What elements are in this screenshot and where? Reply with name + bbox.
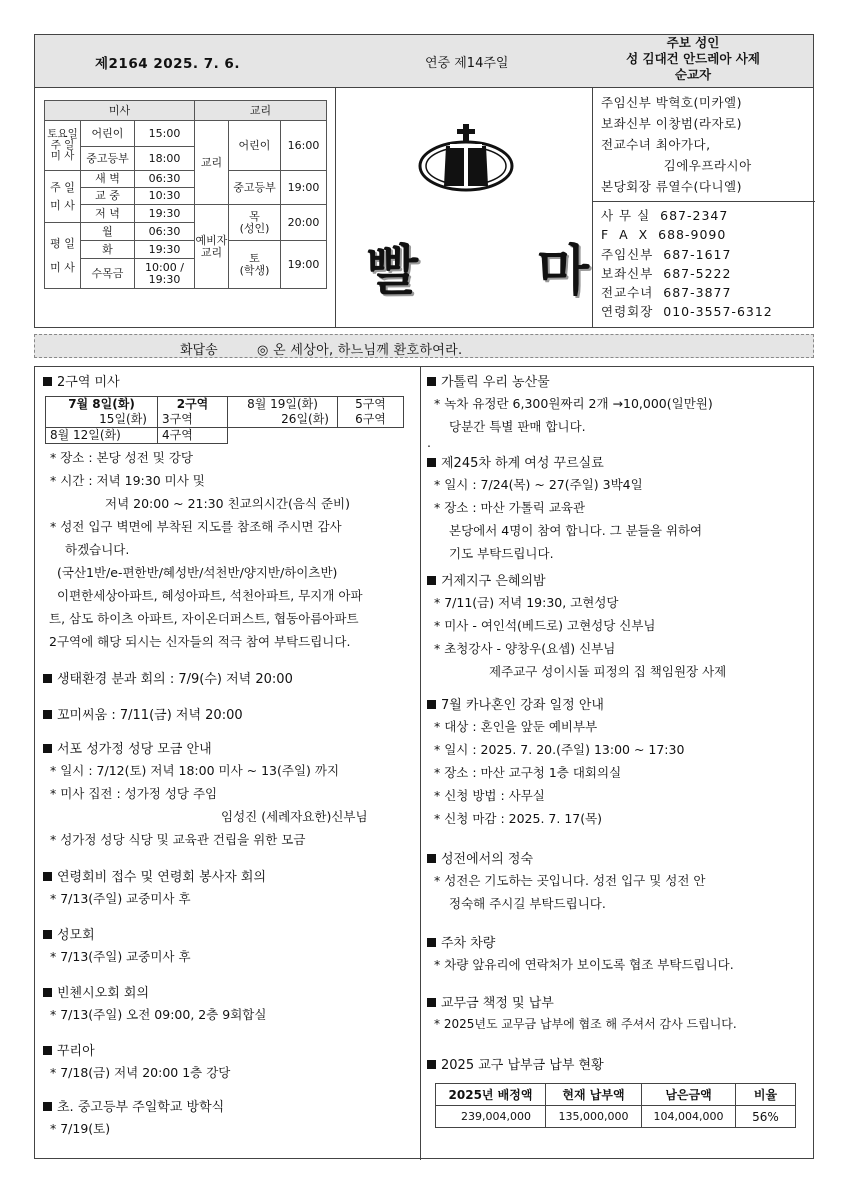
cursillo-line: * 장소 : 마산 가톨릭 교육관 xyxy=(434,500,586,515)
seopo-section xyxy=(43,741,417,851)
bullet-square-icon xyxy=(427,700,436,709)
cana-line: * 대상 : 혼인을 앞둔 예비부부 xyxy=(434,719,598,734)
zone-date: 7월 8일(화) xyxy=(46,397,158,413)
monday-mass: 월 xyxy=(81,223,135,241)
cursillo-section xyxy=(427,455,811,565)
section-title: 2025 교구 납부금 납부 현황 xyxy=(427,1057,811,1075)
fund-status-table xyxy=(435,1083,796,1128)
youth-mass-time: 18:00 xyxy=(135,147,195,171)
section-title: 꾸리아 xyxy=(43,1043,417,1061)
zone-number: 2구역 xyxy=(158,397,228,413)
masthead-area xyxy=(335,88,640,328)
section-title: 생태환경 분과 회의 : 7/9(수) 저녁 20:00 xyxy=(43,671,417,689)
staff-list xyxy=(601,92,811,197)
fund-section xyxy=(427,1057,811,1128)
bullet-square-icon xyxy=(43,1102,52,1111)
zone-number: 3구역 xyxy=(158,412,228,428)
section-title: 제245차 하계 여성 꾸르실료 xyxy=(427,455,811,473)
issue-number-date: 제2164 2025. 7. 6. xyxy=(95,56,240,72)
fund-header: 비율 xyxy=(736,1084,796,1106)
seopo-line: * 미사 집전 : 성가정 성당 주임 xyxy=(50,786,218,801)
mass-schedule-table xyxy=(44,100,327,289)
cat-youth-time: 19:00 xyxy=(281,171,327,205)
liturgical-sunday: 연중 제14주일 xyxy=(425,56,509,71)
section-title: 꼬미씨움 : 7/11(금) 저녁 20:00 xyxy=(43,707,417,725)
school-section xyxy=(43,1099,417,1140)
patron-saint xyxy=(593,35,793,83)
bullet-square-icon xyxy=(43,674,52,683)
saint-title: 순교자 xyxy=(674,67,712,82)
zone-line: * 장소 : 본당 성전 및 강당 xyxy=(50,450,193,465)
bullet-square-icon xyxy=(43,377,52,386)
responsorial-psalm-bar xyxy=(34,334,814,358)
cat-thursday: 목 (성인) xyxy=(229,205,281,241)
contact-line: F A X 688-9090 xyxy=(601,227,727,243)
seopo-line: * 일시 : 7/12(토) 저녁 18:00 미사 ~ 13(주일) 까지 xyxy=(50,763,340,778)
cat-children-time: 16:00 xyxy=(281,121,327,171)
contact-list xyxy=(593,201,815,322)
evening-mass: 저 녁 xyxy=(81,205,135,223)
psalm-label: 화답송 xyxy=(180,343,218,358)
parish-info-block xyxy=(34,88,814,328)
saint-label: 주보 성인 xyxy=(666,35,720,50)
section-title: 성모회 xyxy=(43,927,417,945)
wed-fri-mass-time: 10:00 / 19:30 xyxy=(135,259,195,289)
eco-section xyxy=(43,671,417,689)
psalm-text: ◎ 온 세상아, 하느님께 환호하여라. xyxy=(257,343,463,358)
geoje-line: * 7/11(금) 저녁 19:30, 고현성당 xyxy=(434,595,619,610)
funeral-society-line: * 7/13(주일) 교중미사 후 xyxy=(50,891,191,906)
zone-date: 26일(화) xyxy=(228,412,338,428)
church-logo-icon xyxy=(416,122,516,194)
section-title: 서포 성가정 성당 모금 안내 xyxy=(43,741,417,759)
zone-line: * 시간 : 저녁 19:30 미사 및 xyxy=(50,473,205,488)
zone-line: * 성전 입구 벽면에 부착된 지도를 참조해 주시면 감사 xyxy=(50,519,342,534)
silence-line: 정숙해 주시길 부탁드립니다. xyxy=(449,896,606,911)
mothers-section xyxy=(43,927,417,968)
contact-line: 연령회장 010-3557-6312 xyxy=(601,304,773,320)
mass-header: 미사 xyxy=(45,101,195,121)
zone-line: 이편한세상아파트, 혜성아파트, 석천아파트, 무지개 아파 xyxy=(57,588,363,603)
bullet-square-icon xyxy=(43,988,52,997)
sunday-mass-label: 주 일 미 사 xyxy=(45,171,81,223)
zone-line: 하겠습니다. xyxy=(65,542,130,557)
bullet-square-icon xyxy=(43,1046,52,1055)
zone-line: (국산1반/e-편한반/혜성반/석천반/양지반/하이츠반) xyxy=(57,565,338,580)
cursillo-line: 기도 부탁드립니다. xyxy=(449,546,554,561)
curia-section xyxy=(43,1043,417,1084)
column-divider xyxy=(420,367,421,1160)
zone-mass-section xyxy=(43,374,417,653)
tuesday-mass: 화 xyxy=(81,241,135,259)
youth-mass: 중고등부 xyxy=(81,147,135,171)
bullet-square-icon xyxy=(427,1060,436,1069)
silence-line: * 성전은 기도하는 곳입니다. 성전 입구 및 성전 안 xyxy=(434,873,706,888)
vincent-section xyxy=(43,985,417,1026)
bulletin-masthead: 빨 마 xyxy=(366,238,640,302)
geoje-line: * 미사 - 여인석(베드로) 고현성당 신부님 xyxy=(434,618,656,633)
contact-line: 주임신부 687-1617 xyxy=(601,246,732,262)
bullet-square-icon xyxy=(427,938,436,947)
bullet-square-icon xyxy=(427,458,436,467)
zone-mass-table xyxy=(45,396,404,444)
staff-line: 주임신부 박혁호(미카엘) xyxy=(601,95,742,110)
children-mass: 어린이 xyxy=(81,121,135,147)
farm-line: * 녹차 유정란 6,300원짜리 2개 →10,000(일만원) xyxy=(434,396,713,411)
zone-number: 5구역 xyxy=(338,397,404,413)
cat-youth: 중고등부 xyxy=(229,171,281,205)
geoje-line: * 초청강사 - 양창우(요셉) 신부님 xyxy=(434,641,616,656)
geoje-section xyxy=(427,573,811,683)
farm-line: 당분간 특별 판매 합니다. xyxy=(449,419,586,434)
parking-section xyxy=(427,935,811,976)
zone-number: 6구역 xyxy=(338,412,404,428)
zone-date: 8월 12일(화) xyxy=(46,428,158,444)
comitium-section xyxy=(43,707,417,725)
bullet-square-icon xyxy=(427,377,436,386)
section-title: 연령회비 접수 및 연령회 봉사자 회의 xyxy=(43,869,417,887)
staff-line: 전교수녀 최아가다, xyxy=(601,137,711,152)
section-title: 거제지구 은혜의밤 xyxy=(427,573,811,591)
fund-value: 56% xyxy=(736,1106,796,1128)
evening-mass-time: 19:30 xyxy=(135,205,195,223)
section-title: 초. 중고등부 주일학교 방학식 xyxy=(43,1099,417,1117)
catechism-header: 교리 xyxy=(195,101,327,121)
dawn-mass: 새 벽 xyxy=(81,171,135,188)
school-line: * 7/19(토) xyxy=(50,1121,111,1136)
contact-line: 전교수녀 687-3877 xyxy=(601,285,732,301)
bullet-square-icon xyxy=(427,998,436,1007)
announcements-body xyxy=(34,366,814,1159)
staff-line: 보좌신부 이창범(라자로) xyxy=(601,116,742,131)
cana-line: * 장소 : 마산 교구청 1층 대회의실 xyxy=(434,765,622,780)
cana-line: * 일시 : 2025. 7. 20.(주일) 13:00 ~ 17:30 xyxy=(434,742,685,757)
cat-saturday: 토 (학생) xyxy=(229,241,281,289)
fund-value: 239,004,000 xyxy=(436,1106,546,1128)
fund-value: 104,004,000 xyxy=(642,1106,736,1128)
tuesday-mass-time: 19:30 xyxy=(135,241,195,259)
cat-saturday-time: 19:00 xyxy=(281,241,327,289)
staff-line: 본당회장 류열수(다니엘) xyxy=(601,179,742,194)
dues-section xyxy=(427,995,811,1036)
monday-mass-time: 06:30 xyxy=(135,223,195,241)
section-title: 성전에서의 정숙 xyxy=(427,851,811,869)
funeral-society-section xyxy=(43,869,417,910)
catechism-label: 교리 xyxy=(195,121,229,205)
zone-line: 저녁 20:00 ~ 21:30 친교의시간(음식 준비) xyxy=(105,496,350,511)
section-title: 빈첸시오회 회의 xyxy=(43,985,417,1003)
parking-line: * 차량 앞유리에 연락처가 보이도록 협조 부탁드립니다. xyxy=(434,957,734,972)
contact-line: 사 무 실 687-2347 xyxy=(601,208,729,223)
dawn-mass-time: 06:30 xyxy=(135,171,195,188)
cat-thursday-time: 20:00 xyxy=(281,205,327,241)
bullet-square-icon xyxy=(43,744,52,753)
parish-mass: 교 중 xyxy=(81,188,135,205)
vincent-line: * 7/13(주일) 오전 09:00, 2층 9회합실 xyxy=(50,1007,267,1022)
stray-dot: . xyxy=(427,435,431,450)
mothers-line: * 7/13(주일) 교중미사 후 xyxy=(50,949,191,964)
section-title: 교무금 책정 및 납부 xyxy=(427,995,811,1013)
cana-line: * 신청 마감 : 2025. 7. 17(목) xyxy=(434,811,603,826)
seopo-line: 임성진 (세례자요한)신부님 xyxy=(221,809,368,824)
parish-mass-time: 10:30 xyxy=(135,188,195,205)
contact-line: 보좌신부 687-5222 xyxy=(601,265,732,281)
bullet-square-icon xyxy=(43,872,52,881)
children-mass-time: 15:00 xyxy=(135,121,195,147)
fund-header: 남은금액 xyxy=(642,1084,736,1106)
wed-fri-mass: 수목금 xyxy=(81,259,135,289)
section-title: 가톨릭 우리 농산물 xyxy=(427,374,811,392)
geoje-line: 제주교구 성이시돌 피정의 집 책임원장 사제 xyxy=(489,664,727,679)
zone-date: 8월 19일(화) xyxy=(228,397,338,413)
bullet-square-icon xyxy=(43,930,52,939)
pre-catechism-label: 예비자 교리 xyxy=(195,205,229,289)
zone-line: 2구역에 해당 되시는 신자들의 적극 참여 부탁드립니다. xyxy=(49,634,351,649)
staff-line: 김에우프라시아 xyxy=(601,158,752,173)
dues-line: * 2025년도 교무금 납부에 협조 해 주셔서 감사 드립니다. xyxy=(434,1017,737,1031)
section-title: 주차 차량 xyxy=(427,935,811,953)
cursillo-line: 본당에서 4명이 참여 합니다. 그 분들을 위하여 xyxy=(449,523,703,538)
curia-line: * 7/18(금) 저녁 20:00 1층 강당 xyxy=(50,1065,231,1080)
fund-header: 현재 납부액 xyxy=(546,1084,642,1106)
silence-section xyxy=(427,851,811,915)
zone-number: 4구역 xyxy=(158,428,228,444)
bulletin-header xyxy=(34,34,814,88)
bullet-square-icon xyxy=(43,710,52,719)
cana-section xyxy=(427,697,811,830)
weekday-mass-label: 평 일 미 사 xyxy=(45,223,81,289)
cursillo-line: * 일시 : 7/24(목) ~ 27(주일) 3박4일 xyxy=(434,477,643,492)
seopo-line: * 성가정 성당 식당 및 교육관 건립을 위한 모금 xyxy=(50,832,306,847)
zone-date: 15일(화) xyxy=(46,412,158,428)
cat-children: 어린이 xyxy=(229,121,281,171)
fund-header: 2025년 배정액 xyxy=(436,1084,546,1106)
section-title: 7월 카나혼인 강좌 일정 안내 xyxy=(427,697,811,715)
saint-name: 성 김대건 안드레아 사제 xyxy=(626,51,760,66)
bullet-square-icon xyxy=(427,576,436,585)
zone-line: 트, 삼도 하이츠 아파트, 자이온더퍼스트, 협동아름아파트 xyxy=(49,611,359,626)
fund-value: 135,000,000 xyxy=(546,1106,642,1128)
saturday-mass-label: 토요일 주 일 미 사 xyxy=(45,121,81,171)
section-title: 2구역 미사 xyxy=(43,374,417,392)
cana-line: * 신청 방법 : 사무실 xyxy=(434,788,545,803)
farm-section xyxy=(427,374,811,448)
bullet-square-icon xyxy=(427,854,436,863)
